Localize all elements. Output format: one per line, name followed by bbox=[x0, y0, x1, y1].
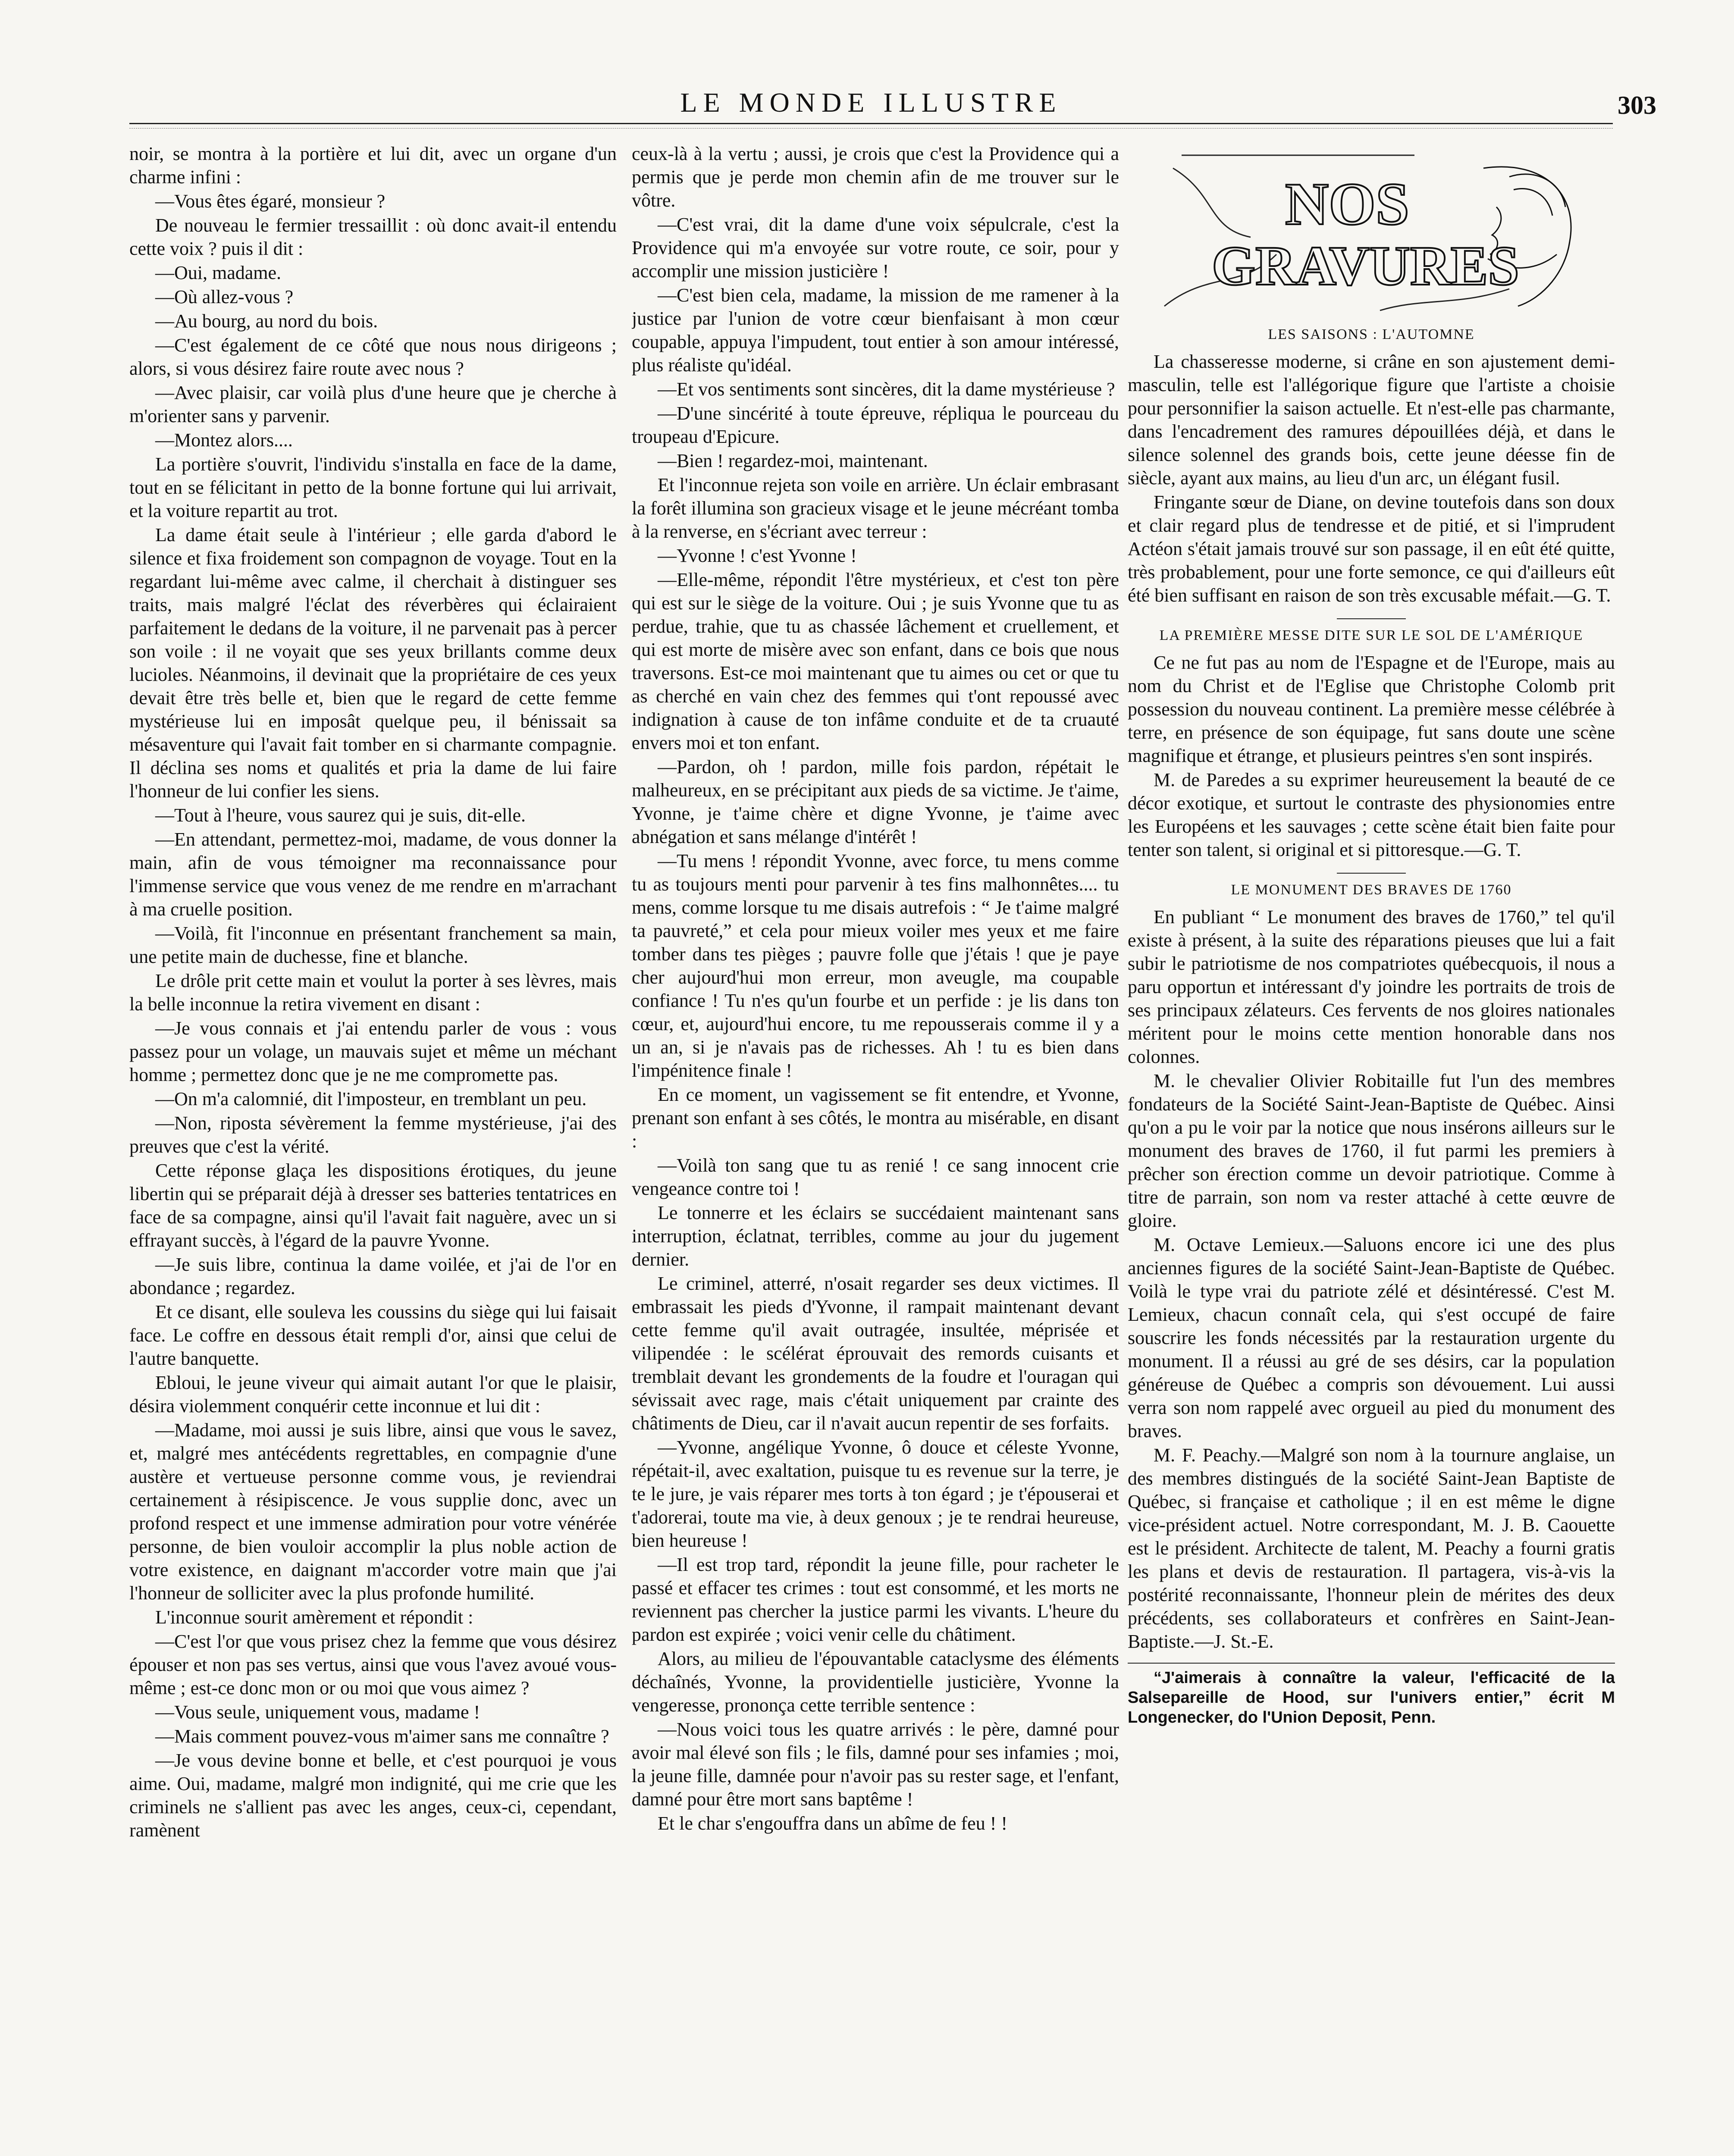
paragraph: —C'est également de ce côté que nous nous dirigeons ; alors, si vous désirez faire route avec nous ? bbox=[129, 335, 617, 379]
paragraph: Alors, au milieu de l'épouvantable cataclysme des éléments déchaînés, Yvonne, la providentielle justicière, Yvonne la vengeresse, prononça cette terrible sentence : bbox=[632, 1648, 1119, 1716]
paragraph: —Madame, moi aussi je suis libre, ainsi que vous le savez, et, malgré mes antécédents regrettables, en compagnie d'une austère et vertueuse personne comme vous, je reviendrai certainement à résipiscence. Je vous supplie donc, avec un profond respect et une immense admiration pour votre vénérée personne, de bien vouloir accomplir la plus noble action de votre existence, en daignant m'accorder votre main que j'ai l'honneur de solliciter avec la plus profonde humilité. bbox=[129, 1420, 617, 1604]
paragraph: —Vous êtes égaré, monsieur ? bbox=[155, 191, 386, 212]
paragraph: —Oui, madame. bbox=[155, 262, 282, 283]
page-number: 303 bbox=[1618, 91, 1656, 119]
paragraph: —Au bourg, au nord du bois. bbox=[155, 310, 378, 332]
paragraph: L'inconnue sourit amèrement et répondit : bbox=[155, 1607, 473, 1628]
paragraph: La dame était seule à l'intérieur ; elle garda d'abord le silence et fixa froidement son compagnon de voyage. Tout en la regardant lui-même avec calme, il cherchait à distinguer ses traits, mais malgré l'éclat des réverbères qui éclairaient parfaitement le dedans de la voiture, il ne parvenait pas à percer son voile : il ne voyait que ses yeux brillants comme deux lucioles. Néanmoins, il devinait que la propriétaire de ces yeux devait être très belle et, bien que le regard de cette femme mystérieuse lui en imposât quelque peu, il bénissait sa mésaventure qui l'avait fait tomber en si charmante compagnie. Il déclina ses noms et qualités et pria la dame de lui faire l'honneur de lui confier les siens. bbox=[129, 524, 617, 802]
paragraph: —Voilà, fit l'inconnue en présentant franchement sa main, une petite main de duchesse, fine et blanche. bbox=[129, 923, 617, 967]
paragraph: La chasseresse moderne, si crâne en son ajustement demi-masculin, telle est l'allégorique figure que l'artiste a choisie pour personnifier la saison actuelle. Et n'est-elle pas charmante, dans l'encadrement des ramures dépouillées déjà, et dans le silence solennel des grands bois, cette jeune déesse fin de siècle, ayant aux mains, au lieu d'un arc, un élégant fusil. bbox=[1128, 351, 1615, 489]
paragraph: —Yvonne, angélique Yvonne, ô douce et céleste Yvonne, répétait-il, avec exaltation, puisque tu es revenue sur la terre, je te le jure, je vais réparer mes torts à ton égard ; je t'épouserai et t'adorerai, toute ma vie, à deux genoux ; je te rendrai heureuse, bien heureuse ! bbox=[632, 1437, 1119, 1551]
paragraph: ceux-là à la vertu ; aussi, je crois que c'est la Providence qui a permis que je perde mon chemin afin de me trouver sur le vôtre. bbox=[632, 143, 1119, 211]
banner-line-2: GRAVURES bbox=[1212, 235, 1519, 297]
paragraph: —Elle-même, répondit l'être mystérieux, et c'est ton père qui est sur le siège de la voiture. Oui ; je suis Yvonne que tu as perdue, trahie, que tu as chassée lâchement et cruellement, et qui est morte de misère avec son enfant, dans ce bois que nous traversons. Est-ce moi maintenant que tu aimes ou cet or que tu as cherché en vain chez des femmes qui t'ont repoussé avec indignation à cause de ton infâme conduite et de ta cruauté envers moi et ton enfant. bbox=[632, 569, 1119, 753]
section-title-premiere-messe: LA PREMIÈRE MESSE DITE SUR LE SOL DE L'AMÉRIQUE bbox=[1159, 627, 1583, 643]
paragraph: —Nous voici tous les quatre arrivés : le père, damné pour avoir mal élevé son fils ; le fils, damné pour ses infamies ; moi, la jeune fille, damnée pour n'avoir pas su rester sage, et l'enfant, damné pour être mort sans baptême ! bbox=[632, 1719, 1119, 1810]
paragraph: En ce moment, un vagissement se fit entendre, et Yvonne, prenant son enfant à ses côtés, le montra au misérable, en disant : bbox=[632, 1084, 1119, 1152]
paragraph: M. de Paredes a su exprimer heureusement la beauté de ce décor exotique, et surtout le contraste des physionomies entre les Européens et les sauvages ; cette scène était bien faite pour tenter son talent, si original et si pittoresque.—G. T. bbox=[1128, 769, 1615, 860]
paragraph: Cette réponse glaça les dispositions érotiques, du jeune libertin qui se préparait déjà à dresser ses batteries tentatrices en face de sa compagne, ainsi qu'il l'avait fait naguère, avec un si effrayant succès, à l'égard de la pauvre Yvonne. bbox=[129, 1160, 617, 1251]
paragraph: —Avec plaisir, car voilà plus d'une heure que je cherche à m'orienter sans y parvenir. bbox=[129, 382, 617, 426]
paragraph: —Je vous connais et j'ai entendu parler de vous : vous passez pour un volage, un mauvais sujet et même un méchant homme ; permettez donc que je ne me compromette pas. bbox=[129, 1018, 617, 1085]
paragraph: —D'une sincérité à toute épreuve, répliqua le pourceau du troupeau d'Epicure. bbox=[632, 403, 1119, 447]
paragraph: —Tu mens ! répondit Yvonne, avec force, tu mens comme tu as toujours menti pour parvenir à tes fins malhonnêtes.... tu mens, comme lorsque tu me disais autrefois : “ Je t'aime malgré ta pauvreté,” et cela pour mieux voiler mes yeux et me faire tomber dans tes pièges ; pauvre folle que j'étais ! que je paye cher aujourd'hui mon erreur, mon aveugle, ma coupable confiance ! Tu n'es qu'un fourbe et un perfide : je lis dans ton cœur, et, aujourd'hui encore, tu me repousserais comme il y a un an, si je n'avais pas de richesses. Ah ! tu es bien dans l'impénitence finale ! bbox=[632, 850, 1119, 1081]
section-title-monument: LE MONUMENT DES BRAVES DE 1760 bbox=[1231, 882, 1512, 898]
paragraph: Le drôle prit cette main et voulut la porter à ses lèvres, mais la belle inconnue la retira vivement en disant : bbox=[129, 970, 617, 1015]
paragraph: M. F. Peachy.—Malgré son nom à la tournure anglaise, un des membres distingués de la société Saint-Jean Baptiste de Québec, si française et catholique ; il en est même le digne vice-président actuel. Notre correspondant, M. J. B. Caouette est le président. Architecte de talent, M. Peachy a fourni gratis les plans et devis de restauration. Il partagera, vis-à-vis la postérité reconnaissante, l'honneur plein de mérites des deux précédents, ses collaborateurs et confrères en Saint-Jean-Baptiste.—J. St.-E. bbox=[1128, 1445, 1615, 1652]
section-divider bbox=[1337, 618, 1406, 619]
paragraph: —Bien ! regardez-moi, maintenant. bbox=[658, 450, 928, 471]
paragraph: —Pardon, oh ! pardon, mille fois pardon, répétait le malheureux, en se précipitant aux pieds de sa victime. Je t'aime, Yvonne, je t'aime chère et digne Yvonne, je t'aime avec abnégation et sans mélange d'intérêt ! bbox=[632, 756, 1119, 847]
paragraph: —Tout à l'heure, vous saurez qui je suis, dit-elle. bbox=[155, 805, 526, 826]
banner-line-1: NOS bbox=[1285, 171, 1409, 238]
paragraph: M. le chevalier Olivier Robitaille fut l'un des membres fondateurs de la Société Saint-Jean-Baptiste de Québec. Ainsi qu'on a pu le voir par la notice que nous insérons ailleurs sur le monument des braves de 1760, il fut parmi les premiers à prêcher son érection comme un devoir patriotique. Comme à titre de parrain, son nom va rester attaché à cette œuvre de gloire. bbox=[1128, 1070, 1615, 1231]
paragraph: —Il est trop tard, répondit la jeune fille, pour racheter le passé et effacer tes crimes : tout est consommé, et les morts ne reviennent pas chercher la justice parmi les vivants. L'heure du pardon est expirée ; voici venir celle du châtiment. bbox=[632, 1554, 1119, 1645]
paragraph: —Je suis libre, continua la dame voilée, et j'ai de l'or en abondance ; regardez. bbox=[129, 1254, 617, 1298]
paragraph: —C'est vrai, dit la dame d'une voix sépulcrale, c'est la Providence qui m'a envoyée sur votre route, ce soir, pour y accomplir une mission justicière ! bbox=[632, 214, 1119, 282]
paragraph: Et l'inconnue rejeta son voile en arrière. Un éclair embrasant la forêt illumina son gracieux visage et le jeune mécréant tomba à la renverse, en s'écriant avec terreur : bbox=[632, 474, 1119, 542]
paragraph: Ebloui, le jeune viveur qui aimait autant l'or que le plaisir, désira violemment conquérir cette inconnue et lui dit : bbox=[129, 1372, 617, 1416]
paragraph: —Vous seule, uniquement vous, madame ! bbox=[155, 1702, 480, 1723]
paragraph: Le criminel, atterré, n'osait regarder ses deux victimes. Il embrassait les pieds d'Yvonne, il rampait maintenant devant cette femme qu'il avait outragée, insultée, méprisée et vilipendée : le scélérat éprouvait des remords cuisants et tremblait devant les grondements de la foudre et l'ouragan qui sévissait avec rage, mais c'était uniquement par crainte des châtiments de Dieu, car il n'avait aucun repentir de ses forfaits. bbox=[632, 1273, 1119, 1434]
paragraph: —Mais comment pouvez-vous m'aimer sans me connaître ? bbox=[155, 1726, 609, 1747]
paragraph: Ce ne fut pas au nom de l'Espagne et de l'Europe, mais au nom du Christ et de l'Eglise que Christophe Colomb prit possession du nouveau continent. La première messe célébrée à terre, en présence de son équipage, fut sans doute une scène magnifique et étrange, et plusieurs peintres s'en sont inspirés. bbox=[1128, 652, 1615, 766]
masthead-title: LE MONDE ILLUSTRE bbox=[680, 87, 1062, 118]
column-3 bbox=[1128, 142, 1615, 2156]
paragraph: M. Octave Lemieux.—Saluons encore ici une des plus anciennes figures de la société Saint-Jean-Baptiste de Québec. Voilà le type vrai du patriote zélé et désintéressé. C'est M. Lemieux, chacun connaît cela, qui s'est occupé de faire souscrire les fonds nécessités par la restauration urgente du monument. Il a réussi au gré de ses désirs, car la population généreuse de Québec a compris son dévouement. Lui aussi verra son nom rappelé avec orgueil au pied du monument des braves. bbox=[1128, 1234, 1615, 1442]
paragraph: —Non, riposta sévèrement la femme mystérieuse, j'ai des preuves que c'est la vérité. bbox=[129, 1112, 617, 1157]
paragraph: Le tonnerre et les éclairs se succédaient maintenant sans interruption, éclatnat, terribles, comme au jour du jugement dernier. bbox=[632, 1202, 1119, 1270]
paragraph: —C'est l'or que vous prisez chez la femme que vous désirez épouser et non pas ses vertus, ainsi que vous l'avez avoué vous-même ; est-ce donc mon or ou moi que vous aimez ? bbox=[129, 1631, 617, 1698]
paragraph: En publiant “ Le monument des braves de 1760,” tel qu'il existe à présent, à la suite des réparations pieuses que lui a fait subir le patriotisme de nos compatriotes québecquois, il nous a paru opportun et intéressant d'y joindre les portraits de trois de ses principaux zélateurs. Ces fervents de nos gloires nationales méritent pour le moins cette mention honorable dans nos colonnes. bbox=[1128, 906, 1615, 1067]
paragraph: Et le char s'engouffra dans un abîme de feu ! ! bbox=[658, 1813, 1008, 1834]
paragraph: —Yvonne ! c'est Yvonne ! bbox=[658, 545, 857, 566]
section-divider bbox=[1337, 873, 1406, 874]
paragraph: —En attendant, permettez-moi, madame, de vous donner la main, afin de vous témoigner ma reconnaissance pour l'immense service que vous venez de me rendre en m'arrachant à ma cruelle position. bbox=[129, 829, 617, 920]
paragraph: —Je vous devine bonne et belle, et c'est pourquoi je vous aime. Oui, madame, malgré mon indignité, qui me crie que les criminels ne s'allient pas avec les anges, ceux-ci, cependant, ramènent bbox=[129, 1750, 617, 1841]
paragraph: Et ce disant, elle souleva les coussins du siège qui lui faisait face. Le coffre en dessous était rempli d'or, ainsi que celui de l'autre banquette. bbox=[129, 1301, 617, 1369]
section-title-automne: LES SAISONS : L'AUTOMNE bbox=[1268, 326, 1475, 342]
paragraph: —Montez alors.... bbox=[155, 429, 293, 451]
header-rule bbox=[129, 123, 1613, 124]
column-1 bbox=[129, 142, 617, 2156]
paragraph: Fringante sœur de Diane, on devine toutefois dans son doux et clair regard plus de tendresse et de pitié, et si l'imprudent Actéon s'était jamais trouvé sur son passage, il en eût été quitte, très probablement, pour une forte semonce, ce qui d'ailleurs eût été bien suffisant en raison de son très excusable méfait.—G. T. bbox=[1128, 492, 1615, 606]
advertisement: “J'aimerais à connaître la valeur, l'efficacité de la Salsepareille de Hood, sur l'univers entier,” écrit M Longenecker, do l'Union Deposit, Penn. bbox=[1128, 1663, 1615, 1727]
paragraph: —On m'a calomnié, dit l'imposteur, en tremblant un peu. bbox=[155, 1088, 587, 1109]
paragraph: —Et vos sentiments sont sincères, dit la dame mystérieuse ? bbox=[658, 379, 1115, 400]
paragraph: noir, se montra à la portière et lui dit, avec un organe d'un charme infini : bbox=[129, 143, 617, 188]
column-2 bbox=[632, 142, 1119, 2156]
paragraph: —Voilà ton sang que tu as renié ! ce sang innocent crie vengeance contre toi ! bbox=[632, 1155, 1119, 1199]
paragraph: La portière s'ouvrit, l'individu s'installa en face de la dame, tout en se félicitant in petto de la bonne fortune qui lui arrivait, et la voiture repartit au trot. bbox=[129, 454, 617, 521]
paragraph: De nouveau le fermier tressaillit : où donc avait-il entendu cette voix ? puis il dit : bbox=[129, 215, 617, 259]
paragraph: —C'est bien cela, madame, la mission de me ramener à la justice par l'union de votre cœur bienfaisant à mon cœur coupable, appuya l'impudent, tout entier à son amour intéressé, plus réaliste qu'idéal. bbox=[632, 285, 1119, 376]
nos-gravures-banner bbox=[1156, 142, 1587, 315]
paragraph: —Où allez-vous ? bbox=[155, 286, 294, 307]
